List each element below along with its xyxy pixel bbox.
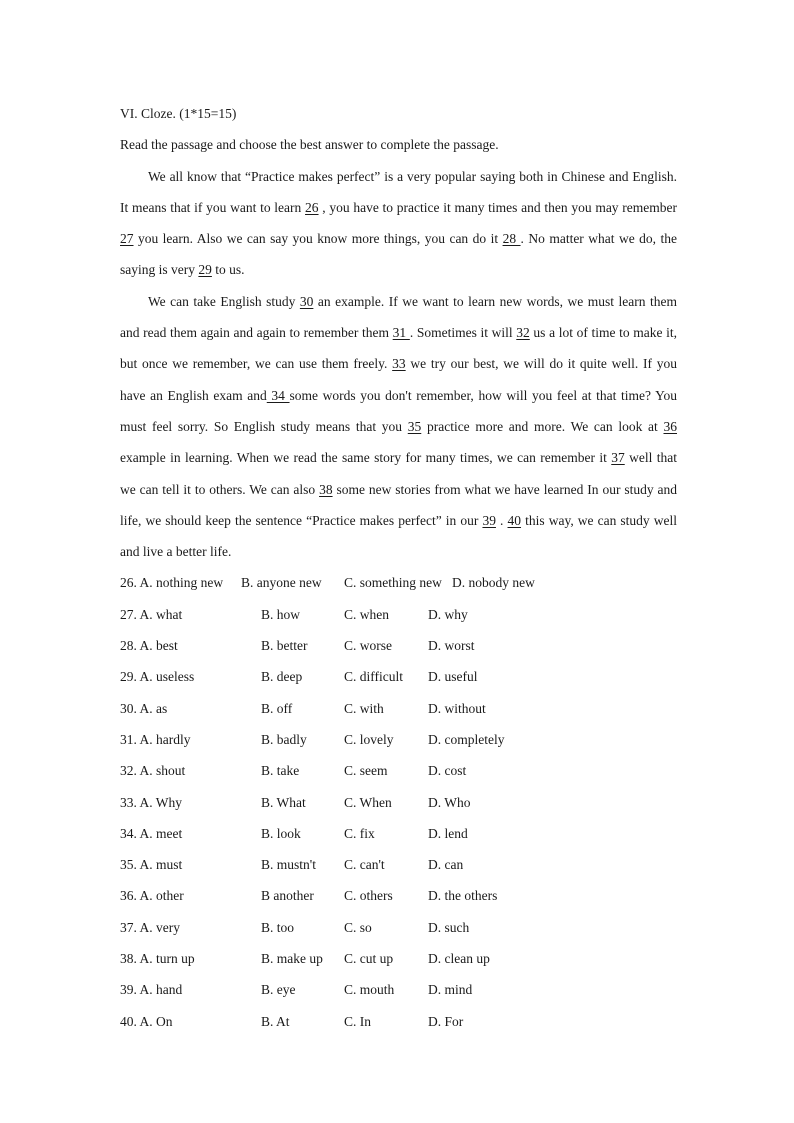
- passage-text: , you have to practice it many times and then you may remember: [318, 199, 678, 215]
- passage-text: . No matter what we do, the saying is very: [120, 231, 677, 278]
- document-page: [120, 98, 677, 1037]
- option-a: 28. A. best: [120, 638, 178, 654]
- question-row: [120, 567, 677, 598]
- answer-blank: 36: [663, 418, 677, 434]
- answer-blank: 27: [120, 231, 134, 247]
- option-d: D. lend: [428, 825, 468, 841]
- question-row: [120, 630, 677, 661]
- option-c: C. others: [344, 888, 393, 904]
- option-d: D. without: [428, 700, 486, 716]
- passage-text: you learn. Also we can say you know more things, you can do it: [133, 231, 503, 247]
- option-a: 32. A. shout: [120, 763, 186, 779]
- answer-blank: 38: [319, 481, 333, 497]
- question-options-list: [120, 567, 677, 1036]
- option-b: B. too: [261, 919, 295, 935]
- passage-text: we try our best, we will do it quite well. If you have an English exam and: [120, 356, 678, 403]
- passage-text: well that we can tell it to others. We can also: [120, 450, 677, 497]
- option-b: B. take: [261, 763, 300, 779]
- option-a: 39. A. hand: [120, 982, 183, 998]
- question-row: [120, 693, 677, 724]
- option-c: C. when: [344, 606, 389, 622]
- passage-text: .: [495, 512, 508, 528]
- option-a: 40. A. On: [120, 1013, 173, 1029]
- option-d: D. such: [428, 919, 470, 935]
- option-c: C. lovely: [344, 731, 394, 747]
- option-b: B. better: [261, 638, 308, 654]
- option-c: C. cut up: [344, 951, 394, 967]
- answer-blank: 37: [611, 450, 625, 466]
- passage-text: this way, we can study well and live a better life.: [120, 512, 678, 560]
- option-a: 26. A. nothing new: [120, 575, 224, 591]
- passage-text: . Sometimes it will: [409, 325, 517, 341]
- answer-blank: 29: [198, 262, 212, 278]
- option-d: D. Who: [428, 794, 471, 810]
- passage-text: us a lot of time to make it, but once we remember, we can use them freely.: [120, 325, 678, 372]
- option-c: C. In: [344, 1013, 371, 1029]
- option-b: B. At: [261, 1013, 290, 1029]
- option-b: B. how: [261, 606, 301, 622]
- section-title: VI. Cloze. (1*15=15): [120, 106, 237, 121]
- option-a: 37. A. very: [120, 919, 180, 935]
- question-row: [120, 974, 677, 1005]
- passage-text: We all know that “Practice makes perfect” is a very popular saying both in Chinese and English. It means that if you want to learn: [120, 168, 677, 215]
- option-d: D. cost: [428, 763, 467, 779]
- question-row: [120, 661, 677, 692]
- passage-text: an example. If we want to learn new words, we must learn them and read them again and again to remember them: [120, 293, 677, 341]
- option-a: 31. A. hardly: [120, 731, 191, 747]
- option-b: B. mustn't: [261, 857, 316, 873]
- option-c: C. When: [344, 794, 392, 810]
- option-a: 35. A. must: [120, 857, 183, 873]
- option-b: B. What: [261, 794, 306, 810]
- passage-text: example in learning. When we read the same story for many times, we can remember it: [120, 450, 612, 466]
- answer-blank: 34: [266, 387, 290, 403]
- answer-blank: 30: [299, 293, 314, 309]
- option-b: B. badly: [261, 731, 307, 747]
- question-row: [120, 1006, 677, 1037]
- option-b: B. make up: [261, 951, 323, 967]
- question-row: [120, 755, 677, 786]
- option-c: C. can't: [344, 857, 385, 873]
- option-c: C. so: [344, 919, 372, 935]
- passage-paragraph: [120, 286, 677, 568]
- option-d: D. the others: [428, 888, 498, 904]
- option-a: 36. A. other: [120, 888, 184, 904]
- option-a: 34. A. meet: [120, 825, 183, 841]
- question-row: [120, 912, 677, 943]
- question-row: [120, 818, 677, 849]
- option-d: D. completely: [428, 731, 505, 747]
- passage-text: some new stories from what we have learned In our study and life, we should keep the sentence “Practice makes perfect” in our: [120, 481, 677, 528]
- option-a: 33. A. Why: [120, 794, 183, 810]
- option-b: B. deep: [261, 669, 303, 685]
- option-c: C. fix: [344, 825, 375, 841]
- option-d: D. For: [428, 1013, 464, 1029]
- question-row: [120, 599, 677, 630]
- option-d: D. clean up: [428, 951, 490, 967]
- passage-text: some words you don't remember, how will you feel at that time? You must feel sorry. So English study means that you: [120, 387, 677, 434]
- option-b: B. anyone new: [241, 575, 322, 591]
- option-c: C. worse: [344, 638, 392, 654]
- instruction-text: Read the passage and choose the best answer to complete the passage.: [120, 137, 499, 153]
- answer-blank: 35: [407, 418, 422, 434]
- answer-blank: 39: [482, 512, 496, 528]
- option-a: 38. A. turn up: [120, 951, 195, 967]
- option-a: 27. A. what: [120, 606, 183, 622]
- option-c: C. mouth: [344, 982, 395, 998]
- option-d: D. nobody new: [452, 575, 535, 591]
- option-b: B another: [261, 888, 314, 904]
- answer-blank: 26: [305, 199, 319, 215]
- question-row: [120, 724, 677, 755]
- option-d: D. can: [428, 857, 464, 873]
- passage-paragraph: [120, 161, 677, 286]
- option-b: B. look: [261, 825, 301, 841]
- option-c: C. difficult: [344, 669, 403, 685]
- answer-blank: 40: [507, 512, 522, 528]
- option-d: D. worst: [428, 638, 475, 654]
- option-b: B. eye: [261, 982, 296, 998]
- option-a: 29. A. useless: [120, 669, 195, 685]
- option-b: B. off: [261, 700, 293, 716]
- question-row: [120, 880, 677, 911]
- passage-text: We can take English study: [148, 293, 300, 309]
- question-row: [120, 787, 677, 818]
- option-d: D. mind: [428, 982, 473, 998]
- option-c: C. seem: [344, 763, 388, 779]
- question-row: [120, 849, 677, 880]
- answer-blank: 28: [502, 231, 521, 247]
- answer-blank: 32: [516, 325, 530, 341]
- answer-blank: 31: [392, 325, 410, 341]
- option-d: D. why: [428, 606, 468, 622]
- option-a: 30. A. as: [120, 700, 168, 716]
- question-row: [120, 943, 677, 974]
- option-c: C. something new: [344, 575, 442, 591]
- passage: [120, 161, 677, 568]
- answer-blank: 33: [392, 356, 406, 372]
- option-c: C. with: [344, 700, 384, 716]
- option-d: D. useful: [428, 669, 478, 685]
- passage-text: to us.: [211, 262, 245, 278]
- passage-text: practice more and more. We can look at: [421, 418, 664, 434]
